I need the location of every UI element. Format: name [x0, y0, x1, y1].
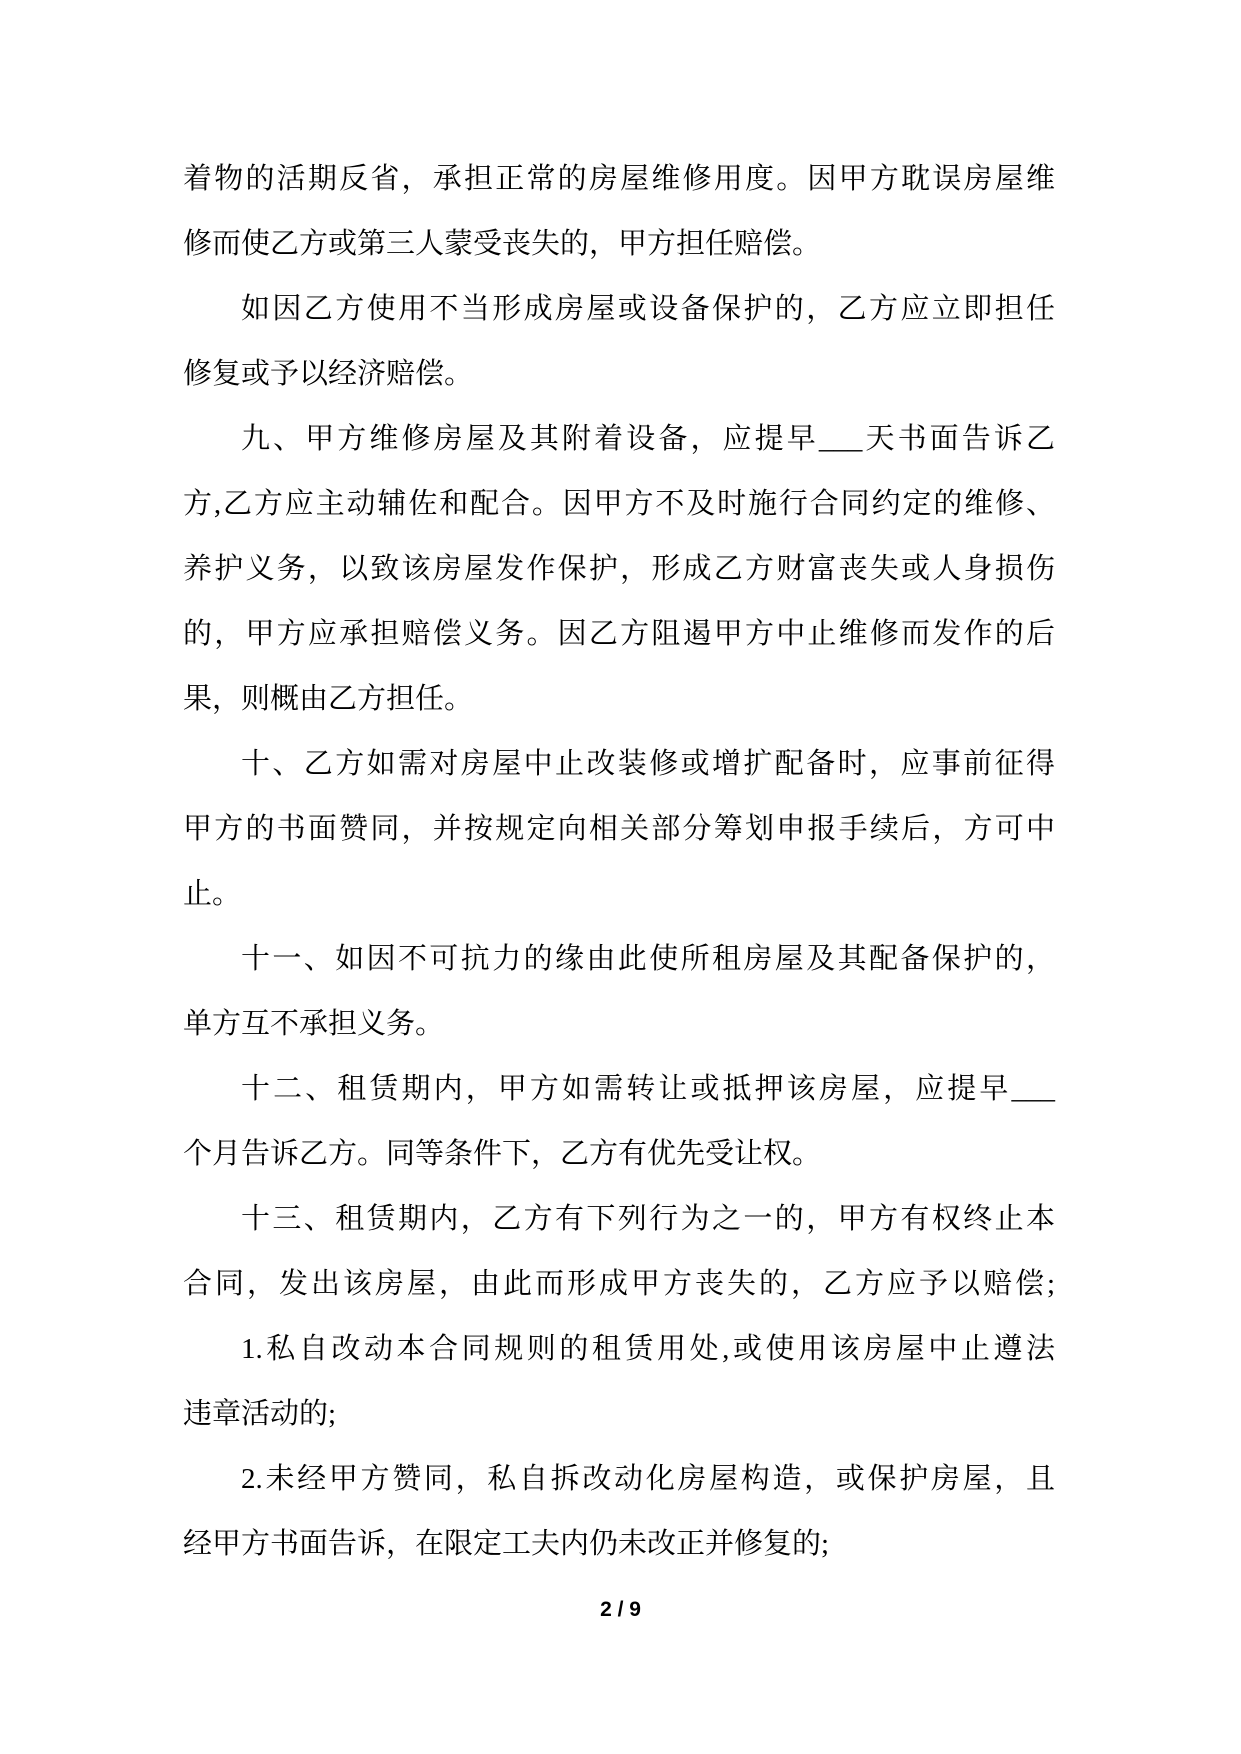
contract-line-19: 1.私自改动本合同规则的租赁用处,或使用该房屋中止遵法: [241, 1333, 1055, 1365]
contract-line-6: 方,乙方应主动辅佐和配合。因甲方不及时施行合同约定的维修、: [183, 488, 1055, 520]
contract-line-8: 的，甲方应承担赔偿义务。因乙方阻遏甲方中止维修而发作的后: [183, 618, 1055, 650]
contract-line-4: 修复或予以经济赔偿。: [183, 358, 474, 390]
page-number: 2 / 9: [600, 1598, 641, 1621]
contract-line-14: 单方互不承担义务。: [183, 1008, 445, 1040]
contract-body: [183, 147, 1055, 1577]
contract-line-2: 修而使乙方或第三人蒙受丧失的，甲方担任赔偿。: [183, 228, 822, 260]
contract-line-9: 果，则概由乙方担任。: [183, 683, 474, 715]
contract-line-7: 养护义务，以致该房屋发作保护，形成乙方财富丧失或人身损伤: [183, 553, 1055, 585]
contract-line-12: 止。: [183, 878, 242, 910]
contract-line-16: 个月告诉乙方。同等条件下，乙方有优先受让权。: [183, 1138, 822, 1170]
contract-line-1: 着物的活期反省，承担正常的房屋维修用度。因甲方耽误房屋维: [183, 163, 1055, 195]
contract-line-5: 九、甲方维修房屋及其附着设备，应提早___天书面告诉乙: [241, 423, 1055, 455]
contract-line-17: 十三、租赁期内，乙方有下列行为之一的，甲方有权终止本: [241, 1203, 1055, 1235]
contract-line-11: 甲方的书面赞同，并按规定向相关部分筹划申报手续后，方可中: [183, 813, 1055, 845]
contract-line-18: 合同，发出该房屋，由此而形成甲方丧失的，乙方应予以赔偿;: [183, 1268, 1055, 1300]
contract-line-13: 十一、如因不可抗力的缘由此使所租房屋及其配备保护的，: [241, 943, 1055, 975]
contract-line-10: 十、乙方如需对房屋中止改装修或增扩配备时，应事前征得: [241, 748, 1055, 780]
contract-line-15: 十二、租赁期内，甲方如需转让或抵押该房屋，应提早___: [241, 1073, 1055, 1105]
contract-line-20: 违章活动的;: [183, 1398, 337, 1430]
contract-line-22: 经甲方书面告诉，在限定工夫内仍未改正并修复的;: [183, 1528, 830, 1560]
page-footer: [0, 1598, 1241, 1622]
contract-line-21: 2.未经甲方赞同，私自拆改动化房屋构造，或保护房屋，且: [241, 1463, 1055, 1495]
contract-line-3: 如因乙方使用不当形成房屋或设备保护的，乙方应立即担任: [241, 293, 1055, 325]
